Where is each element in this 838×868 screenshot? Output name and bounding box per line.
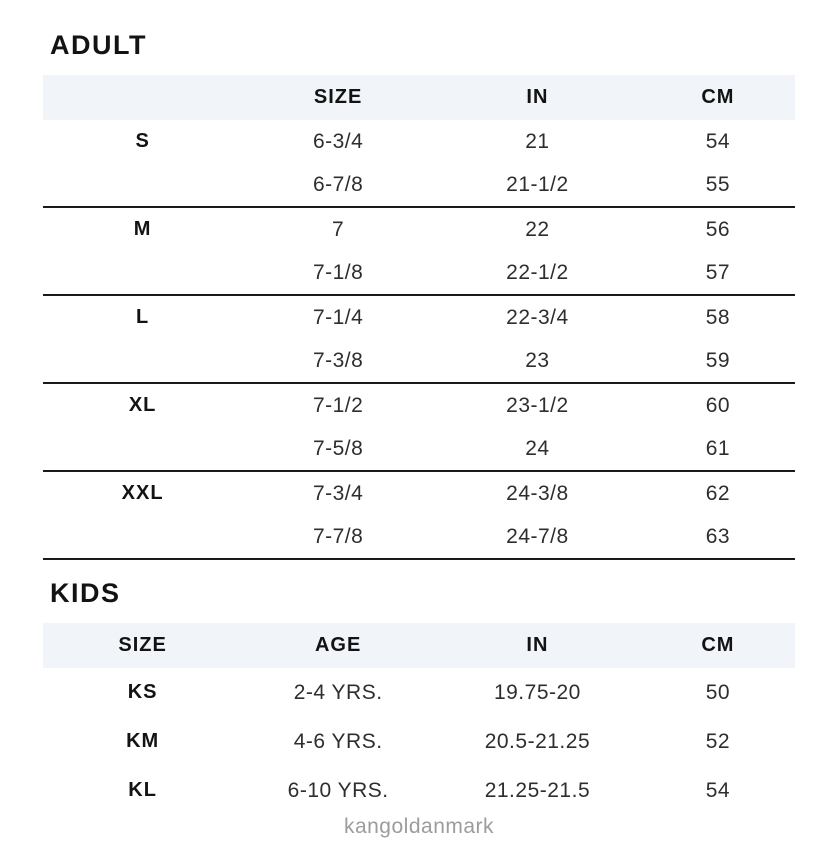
hat-size-cell: 7-3/8 [312, 348, 364, 372]
adult-group-l [43, 296, 795, 384]
cm-cell: 52 [705, 729, 731, 753]
inches-cell: 21.25-21.5 [484, 778, 591, 802]
inches-cell: 22-3/4 [506, 305, 569, 329]
size-label-cell: XXL [121, 482, 164, 504]
cm-cell: 61 [705, 436, 731, 460]
size-label-cell: L [136, 306, 150, 328]
table-row [43, 472, 795, 515]
adult-size-table [43, 75, 795, 560]
hat-size-cell: 6-3/4 [312, 129, 364, 153]
inches-cell: 20.5-21.25 [484, 729, 591, 753]
age-cell: 4-6 YRS. [293, 729, 383, 753]
cm-cell: 54 [705, 129, 731, 153]
inches-cell: 24-3/8 [506, 481, 569, 505]
kids-header-age: AGE [314, 634, 362, 656]
hat-size-cell: 7 [332, 217, 345, 241]
table-row [43, 339, 795, 382]
inches-cell: 23-1/2 [506, 393, 569, 417]
inches-cell: 22 [525, 217, 550, 241]
inches-cell: 21 [525, 129, 550, 153]
watermark-text: kangoldanmark [343, 815, 495, 838]
cm-cell: 60 [705, 393, 731, 417]
inches-cell: 23 [525, 348, 550, 372]
cm-cell: 59 [705, 348, 731, 372]
inches-cell: 21-1/2 [506, 172, 569, 196]
inches-cell: 22-1/2 [506, 260, 569, 284]
age-cell: 2-4 YRS. [293, 680, 383, 704]
kids-size-table [43, 623, 795, 815]
inches-cell: 24 [525, 436, 550, 460]
hat-size-cell: 7-1/8 [312, 260, 364, 284]
cm-cell: 57 [705, 260, 731, 284]
hat-size-cell: 7-1/4 [312, 305, 364, 329]
table-row [43, 766, 795, 815]
adult-header-in: IN [526, 86, 549, 108]
cm-cell: 58 [705, 305, 731, 329]
cm-cell: 55 [705, 172, 731, 196]
kids-header-size: SIZE [118, 634, 167, 656]
adult-group-m [43, 208, 795, 296]
kids-header-cm: CM [701, 634, 735, 656]
hat-size-cell: 7-3/4 [312, 481, 364, 505]
inches-cell: 24-7/8 [506, 524, 569, 548]
table-row [43, 515, 795, 558]
adult-group-xxl [43, 472, 795, 560]
kids-table-header-row [43, 623, 795, 668]
table-row [43, 668, 795, 717]
size-label-cell: XL [128, 394, 157, 416]
adult-group-s [43, 120, 795, 208]
age-cell: 6-10 YRS. [287, 778, 389, 802]
hat-size-cell: 7-5/8 [312, 436, 364, 460]
hat-size-cell: 7-1/2 [312, 393, 364, 417]
size-label-cell: S [135, 130, 150, 152]
cm-cell: 54 [705, 778, 731, 802]
hat-size-cell: 7-7/8 [312, 524, 364, 548]
table-row [43, 296, 795, 339]
cm-cell: 62 [705, 481, 731, 505]
size-label-cell: KM [126, 730, 160, 752]
adult-table-header-row [43, 75, 795, 120]
table-row [43, 120, 795, 163]
adult-header-size: SIZE [313, 86, 363, 108]
table-row [43, 251, 795, 294]
table-row [43, 208, 795, 251]
cm-cell: 63 [705, 524, 731, 548]
kids-header-in: IN [526, 634, 549, 656]
adult-section-title: ADULT [50, 30, 147, 60]
cm-cell: 56 [705, 217, 731, 241]
size-label-cell: KL [128, 779, 157, 801]
adult-group-xl [43, 384, 795, 472]
table-row [43, 427, 795, 470]
table-row [43, 717, 795, 766]
kids-section-title: KIDS [50, 578, 121, 608]
inches-cell: 19.75-20 [493, 680, 581, 704]
table-row [43, 163, 795, 206]
hat-size-cell: 6-7/8 [312, 172, 364, 196]
adult-header-cm: CM [701, 86, 735, 108]
table-row [43, 384, 795, 427]
size-label-cell: KS [127, 681, 158, 703]
size-label-cell: M [133, 218, 152, 240]
cm-cell: 50 [705, 680, 731, 704]
